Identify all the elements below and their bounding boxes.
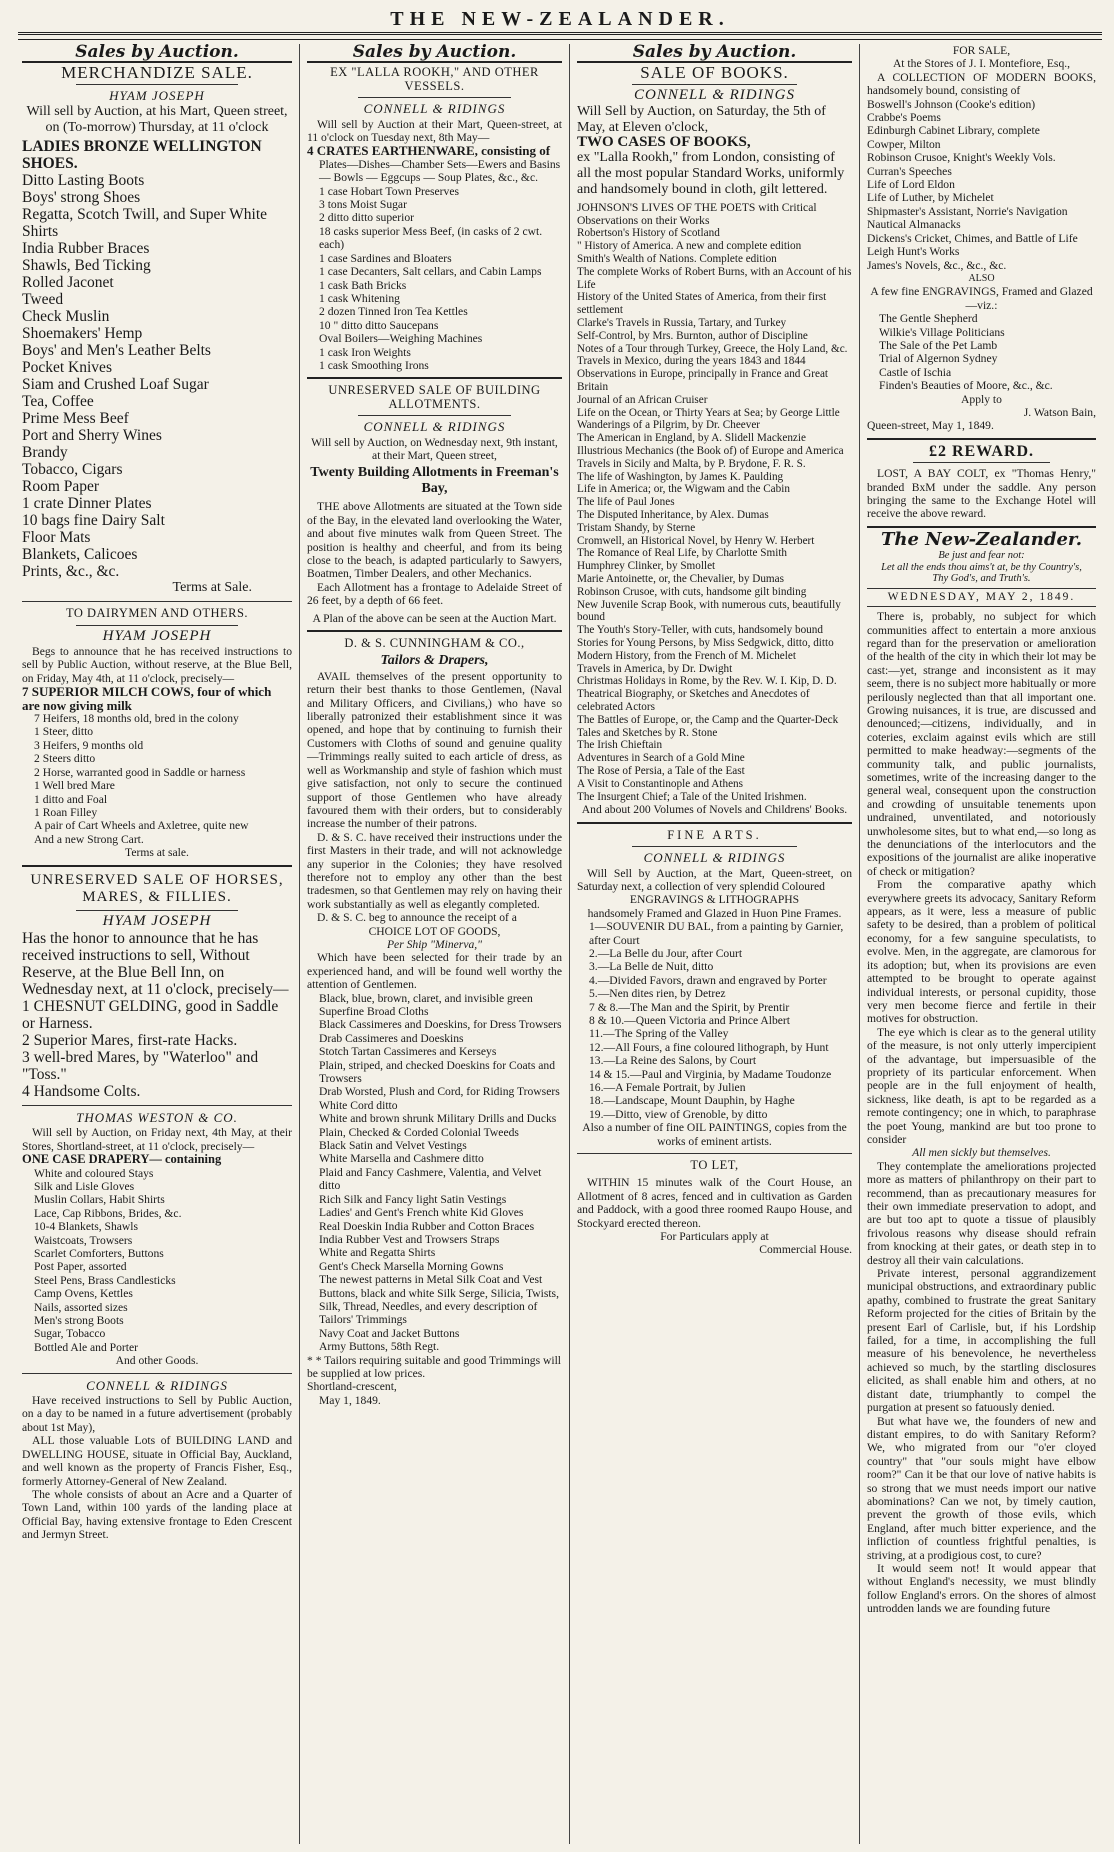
ad-apply: For Particulars apply at xyxy=(660,1230,769,1244)
item-list xyxy=(22,172,292,580)
list-item: Boys' strong Shoes xyxy=(22,189,141,207)
ad-lead-item: 4 CRATES EARTHENWARE, consisting of xyxy=(307,143,551,159)
list-item: Leigh Hunt's Works xyxy=(867,245,960,259)
list-item: The Rose of Persia, a Tale of the East xyxy=(577,764,745,777)
ad-place: Shortland-crescent, xyxy=(307,1380,397,1394)
list-item: The complete Works of Robert Burns, with an Account of his Life xyxy=(577,265,852,291)
auctioneer-name: HYAM JOSEPH xyxy=(109,87,205,103)
list-item: 7 Heifers, 18 months old, bred in the colony xyxy=(34,712,239,726)
masthead-rule xyxy=(18,32,1102,40)
dateline: WEDNESDAY, MAY 2, 1849. xyxy=(867,588,1096,607)
ad-lead-item: 7 SUPERIOR MILCH COWS, four of which are now giving milk xyxy=(22,684,272,713)
divider xyxy=(632,84,797,85)
list-item: Life on the Ocean, or Thirty Years at Sea; by George Little xyxy=(577,406,840,419)
list-item: Scarlet Comforters, Buttons xyxy=(34,1247,164,1260)
list-item: Navy Coat and Jacket Buttons xyxy=(319,1326,460,1340)
ad-closing: Also a number of fine OIL PAINTINGS, copies from the works of eminent artists. xyxy=(582,1121,847,1148)
list-item: Finden's Beauties of Moore, &c., &c. xyxy=(879,379,1053,393)
list-item: 16.—A Female Portrait, by Julien xyxy=(589,1081,746,1095)
auctioneer-name: CONNELL & RIDINGS xyxy=(363,419,506,435)
list-item: 3 well-bred Mares, by "Waterloo" and "Toss." xyxy=(22,1048,259,1083)
list-item: The Sale of the Pet Lamb xyxy=(879,338,998,352)
auctioneer-name: CONNELL & RIDINGS xyxy=(363,101,506,117)
list-item: India Rubber Braces xyxy=(22,240,150,258)
list-item: Rolled Jaconet xyxy=(22,274,114,292)
list-item: Smith's Wealth of Nations. Complete edition xyxy=(577,253,777,266)
list-item: The life of Washington, by James K. Paulding xyxy=(577,470,784,483)
list-item: 1 case Decanters, Salt cellars, and Cabin Lamps xyxy=(319,265,542,279)
list-item: Stories for Young Persons, by Miss Sedgwick, ditto, ditto xyxy=(577,636,834,649)
ad-subtitle: Tailors & Drapers, xyxy=(380,653,489,669)
list-item: Wanderings of a Pilgrim, by Dr. Cheever xyxy=(577,419,761,432)
ad-title: MERCHANDIZE SALE. xyxy=(61,63,253,83)
list-item: 8 & 10.—Queen Victoria and Prince Albert xyxy=(589,1013,790,1027)
list-item: Adventures in Search of a Gold Mine xyxy=(577,752,745,765)
ad-body: ALL those valuable Lots of BUILDING LAND and DWELLING HOUSE, situate in Official Bay, Auckland, and well known as the property of Francis Fisher, Esq., formerly Attorney-General of New Zealand. xyxy=(22,1434,292,1488)
list-item: The Youth's Story-Teller, with cuts, handsomely bound xyxy=(577,624,823,637)
list-item: Observations in Europe, principally in France and Great Britain xyxy=(577,368,829,393)
divider xyxy=(22,865,292,867)
list-item: The Irish Chieftain xyxy=(577,739,663,752)
list-item: 10-4 Blankets, Shawls xyxy=(34,1220,139,1234)
ad-apply: Apply to xyxy=(961,392,1002,406)
divider xyxy=(22,1373,292,1374)
ad-title: FOR SALE, xyxy=(952,44,1011,57)
list-item: 10 bags fine Dairy Salt xyxy=(22,512,165,530)
list-item: The newest patterns in Metal Silk Coat and Vest Buttons, black and white Silk Serge, Silicia, Twists, Silk, Thread, Needles, and every description of Tailors' Trimmings xyxy=(319,1273,559,1327)
list-item: 1 Roan Filley xyxy=(34,805,98,819)
list-item: White Marsella and Cashmere ditto xyxy=(319,1152,484,1166)
list-item: Black Cassimeres and Doeskins, for Dress Trowsers xyxy=(319,1018,562,1032)
list-item: Dickens's Cricket, Chimes, and Battle of Life xyxy=(867,231,1078,245)
list-item: Black Satin and Velvet Vestings xyxy=(319,1139,467,1153)
column-2 xyxy=(300,44,570,1844)
item-list xyxy=(307,992,562,1354)
list-item: Life in America; or, the Wigwam and the Cabin xyxy=(577,483,790,496)
editorial-paragraph: They contemplate the ameliorations projected more as matters of philanthropy on their part to recommend, than as precautionary measures for their own immediate preservation to adopt, and are but too apt to quote a tissue of plausibly frivolous reasons why disease should refrain from knocking at their gates, or death step in to destroy all their vain calculations. xyxy=(867,1159,1096,1267)
list-item: 2 dozen Tinned Iron Tea Kettles xyxy=(319,305,468,319)
list-item: 1 ditto and Foal xyxy=(34,792,108,806)
list-item: 11.—The Spring of the Valley xyxy=(589,1027,729,1041)
list-item: White Cord ditto xyxy=(319,1098,398,1112)
ad-body: The whole consists of about an Acre and a Quarter of Town Land, within 100 yards of the landing place at Official Bay, having extensive frontage to Eden Crescent and Jermyn Street. xyxy=(22,1487,292,1542)
column-header: Sales by Auction. xyxy=(22,46,292,63)
ad-body: LOST, A BAY COLT, ex "Thomas Henry," branded BxM under the saddle. Any person bringing the same to the Exchange Hotel will receive the above reward. xyxy=(867,467,1096,521)
list-item: White and Regatta Shirts xyxy=(319,1246,436,1260)
list-item: Sugar, Tobacco xyxy=(34,1327,106,1341)
ad-ship: Per Ship "Minerva," xyxy=(386,937,483,951)
list-item: 2 Horse, warranted good in Saddle or harness xyxy=(34,765,246,779)
ad-body: AVAIL themselves of the present opportunity to return their best thanks to those Gentlemen, (Naval and Military Officers, and Civilians,) who have so liberally patronized their establishment since it was opened, and hope that by continuing to furnish their Customers with Cloths of sound and genuine quality—Trimmings really suited to each article of dress, as well as Workmanship and style of fashion which must give satisfaction, not only to secure the continued support of those Gentlemen who have already favoured them with their orders, but to considerably increase the number of their patrons. xyxy=(307,669,562,831)
ad-lead-item: A COLLECTION OF MODERN BOOKS, handsomely bound, consisting of xyxy=(867,70,1096,98)
list-item: Drab Worsted, Plush and Cord, for Riding Trowsers xyxy=(319,1085,560,1099)
list-item: 18.—Landscape, Mount Dauphin, by Haghe xyxy=(589,1094,795,1108)
ad-body: D. & S. C. have received their instructions under the first Masters in their trade, and will not acknowledge any superior in the Colonies; they have resolved therefore not to employ any other than the best tradesmen, so that Gentlemen may rely on having their work substantially as well as elegantly completed. xyxy=(307,830,562,911)
ad-closing: And about 200 Volumes of Novels and Childrens' Books. xyxy=(581,803,848,817)
list-item: Plain, Checked & Corded Colonial Tweeds xyxy=(319,1125,519,1139)
ad-title: EX "LALLA ROOKH," AND OTHER VESSELS. xyxy=(330,65,539,93)
list-item: Pocket Knives xyxy=(22,359,112,377)
item-list xyxy=(867,312,1096,392)
ad-title: FINE ARTS. xyxy=(667,827,762,842)
list-item: 4 Handsome Colts. xyxy=(22,1082,141,1100)
ad-subtitle: At the Stores of J. I. Montefiore, Esq., xyxy=(892,57,1071,71)
ad-title: UNRESERVED SALE OF HORSES, MARES, & FILLIES. xyxy=(30,871,284,905)
list-item: 18 casks superior Mess Beef, (in casks of 2 cwt. each) xyxy=(319,224,543,252)
terms: Terms at Sale. xyxy=(172,580,252,596)
divider xyxy=(76,625,238,626)
list-item: Blankets, Calicoes xyxy=(22,546,138,564)
list-item: 1 cask Bath Bricks xyxy=(319,278,407,292)
ad-lead-item: LADIES BRONZE WELLINGTON SHOES. xyxy=(22,138,262,173)
list-item: 1 CHESNUT GELDING, good in Saddle or Harness. xyxy=(22,997,279,1032)
list-item: Regatta, Scotch Twill, and Super White Shirts xyxy=(22,206,268,241)
ad-intro: Will sell by Auction, on Wednesday next, 9th instant, at their Mart, Queen street, xyxy=(311,435,558,462)
list-item: Port and Sherry Wines xyxy=(22,427,162,445)
divider xyxy=(867,526,1096,528)
ad-body: handsomely Framed and Glazed in Huon Pine Frames. xyxy=(587,906,842,920)
divider xyxy=(22,1105,292,1106)
divider xyxy=(577,1153,852,1154)
ad-headline: Twenty Building Allotments in Freeman's Bay, xyxy=(310,465,559,497)
editorial-paragraph: From the comparative apathy which everywhere greets its advocacy, Sanitary Reform appears, as it were, less a measure of public safety to be desired, than a problem of political economy, for a few sanguine speculatists, to evolve. Men, in the aggregate, are clamorous for its adoption; but, when its provisions are even attempted to be brought to operate against individual interests, or personal cupidity, those very men become fierce and fertile in their motives for obstruction. xyxy=(867,878,1096,1026)
list-item: White and coloured Stays xyxy=(34,1166,154,1180)
editorial-paragraph: But what have we, the founders of new and distant empires, to do with Sanitary Reform? We, who migrated from our "o'er cloyed country" that "our souls might have elbow room?" Can it be that our love of native habits is so strong that we must needs import our native abominations? Can we not, by timely caution, prevent the growth of those evils, which England, after much bitter experience, and the infliction of countless frightful penalties, is striving, at a prodigious cost, to cure? xyxy=(867,1414,1096,1562)
list-item: Travels in America, by Dr. Dwight xyxy=(577,662,733,675)
list-item: Prime Mess Beef xyxy=(22,410,129,428)
list-item: Plain, striped, and checked Doeskins for Coats and Trowsers xyxy=(319,1058,556,1086)
item-list xyxy=(577,227,852,803)
list-item: A Visit to Constantinople and Athens xyxy=(577,777,744,790)
list-item: Black, blue, brown, claret, and invisible green Superfine Broad Cloths xyxy=(319,991,533,1018)
ad-intro: Will Sell by Auction, on Saturday, the 5th of May, at Eleven o'clock, xyxy=(577,104,826,136)
list-item: India Rubber Vest and Trowsers Straps xyxy=(319,1232,500,1246)
ad-intro: Will sell by Auction at their Mart, Queen-street, at 11 o'clock on Tuesday next, 8th May— xyxy=(307,117,562,145)
column-header: Sales by Auction. xyxy=(577,46,852,63)
ad-intro: Will sell by Auction, on Friday next, 4th May, at their Stores, Shortland-street, at 11 o'clock, precisely— xyxy=(22,1126,292,1153)
list-item: Siam and Crushed Loaf Sugar xyxy=(22,376,209,394)
ad-date: May 1, 1849. xyxy=(319,1393,381,1407)
ad-note: * * Tailors requiring suitable and good Trimmings will be supplied at low prices. xyxy=(307,1353,562,1380)
ad-name: J. Watson Bain, xyxy=(1023,405,1096,419)
divider xyxy=(76,910,238,911)
list-item: Men's strong Boots xyxy=(34,1314,124,1328)
list-item: Bottled Ale and Porter xyxy=(34,1340,139,1354)
list-item: Rich Silk and Fancy light Satin Vestings xyxy=(319,1192,507,1206)
ad-body: Each Allotment has a frontage to Adelaide Street of 26 feet, by a depth of 66 feet. xyxy=(307,580,562,608)
list-item: Travels in Sicily and Malta, by P. Brydone, F. R. S. xyxy=(577,457,806,470)
list-item: Notes of a Tour through Turkey, Greece, the Holy Land, &c. xyxy=(577,342,848,355)
ad-also: ALSO xyxy=(968,272,995,284)
list-item: 5.—Nen dites rien, by Detrez xyxy=(589,987,726,1001)
list-item: " History of America. A new and complete edition xyxy=(577,240,802,253)
list-item: Curran's Speeches xyxy=(867,164,952,178)
list-item: Tea, Coffee xyxy=(22,393,94,411)
list-item: Robinson Crusoe, Knight's Weekly Vols. xyxy=(867,151,1056,165)
divider xyxy=(358,97,511,98)
ad-first-item: JOHNSON'S LIVES OF THE POETS with Critical Observations on their Works xyxy=(577,200,817,228)
ad-body: ex "Lalla Rookh," from London, consisting of all the most popular Standard Works, uniformly and handsomely bound in cloth, gilt lettered. xyxy=(577,149,845,197)
column-header: Sales by Auction. xyxy=(307,46,562,63)
list-item: The life of Paul Jones xyxy=(577,496,675,509)
ad-note: A Plan of the above can be seen at the Auction Mart. xyxy=(312,611,557,625)
list-item: Life of Luther, by Michelet xyxy=(867,191,994,205)
ad-lead-item: ENGRAVINGS & LITHOGRAPHS xyxy=(629,893,800,907)
list-item: Muslin Collars, Habit Shirts xyxy=(34,1193,165,1207)
list-item: Floor Mats xyxy=(22,529,91,547)
list-item: The American in England, by A. Slidell Mackenzie xyxy=(577,432,806,445)
list-item: Gent's Check Marsella Morning Gowns xyxy=(319,1259,504,1273)
ad-intro: Will Sell by Auction, at the Mart, Queen-street, on Saturday next, a collection of very splendid Coloured xyxy=(577,866,852,893)
list-item: 1 cask Smoothing Irons xyxy=(319,358,429,372)
list-item: Waistcoats, Trowsers xyxy=(34,1233,133,1247)
list-item: Room Paper xyxy=(22,478,100,496)
list-item: Robinson Crusoe, with cuts, handsome gilt binding xyxy=(577,585,807,598)
auctioneer-name: CONNELL & RIDINGS xyxy=(634,86,795,103)
list-item: 1 cask Iron Weights xyxy=(319,345,411,359)
ad-title: D. & S. CUNNINGHAM & CO., xyxy=(344,636,525,651)
divider xyxy=(632,846,797,847)
editorial-paragraph: The eye which is clear as to the general utility of the measure, is not only utterly impercipient of the advantage, but impersuasible of the propriety of its particular enforcement. When people are in the full enjoyment of health, sickness, like death, is apt to be regarded as a remote contingency; one in which, to paraphrase the poet Young, mankind are but too prone to consider xyxy=(867,1025,1096,1146)
ad-body: THE above Allotments are situated at the Town side of the Bay, in the elevated land overlooking the Water, and about five minutes walk from Queen Street. The position is healthy and cheerful, and from its being close to the beach, is adapted particularly to Sawyers, Boatmen, Timber Dealers, and other Mechanics. xyxy=(307,500,562,581)
motto: Let all the ends thou aims't at, be thy Country's, xyxy=(881,561,1082,573)
list-item: Tristam Shandy, by Sterne xyxy=(577,521,696,534)
ad-body: Which have been selected for their trade by an experienced hand, and will be found well worthy the attention of Gentlemen. xyxy=(307,951,562,992)
motto: Thy God's, and Truth's. xyxy=(932,573,1031,585)
list-item: Self-Control, by Mrs. Burnton, author of Discipline xyxy=(577,329,808,342)
columns xyxy=(18,44,1102,1844)
list-item: Life of Lord Eldon xyxy=(867,178,955,192)
divider xyxy=(913,462,1050,463)
list-item: Post Paper, assorted xyxy=(34,1260,127,1274)
list-item: Boswell's Johnson (Cooke's edition) xyxy=(867,97,1036,111)
list-item: The Romance of Real Life, by Charlotte Smith xyxy=(577,547,788,560)
editorial-title: The New-Zealander. xyxy=(880,528,1083,550)
item-list xyxy=(22,712,292,846)
list-item: 1 crate Dinner Plates xyxy=(22,495,152,513)
list-item: Castle of Ischia xyxy=(879,365,952,379)
list-item: Journal of an African Cruiser xyxy=(577,393,708,406)
list-item: Tales and Sketches by R. Stone xyxy=(577,726,718,739)
divider xyxy=(358,415,511,416)
motto: Be just and fear not: xyxy=(938,550,1025,562)
ad-body: WITHIN 15 minutes walk of the Court House, an Allotment of 8 acres, fenced and in cultivation as Garden and Paddock, with a good three roomed Raupo House, and Stockyard erected thereon. xyxy=(577,1176,852,1230)
list-item: 1 case Sardines and Bloaters xyxy=(319,251,452,265)
list-item: The Disputed Inheritance, by Alex. Dumas xyxy=(577,508,769,521)
auctioneer-name: HYAM JOSEPH xyxy=(102,627,212,644)
ad-title: TO LET, xyxy=(690,1158,739,1173)
divider xyxy=(307,377,562,379)
list-item: 12.—All Fours, a fine coloured lithograph, by Hunt xyxy=(589,1040,829,1054)
divider xyxy=(577,822,852,824)
editorial-quote: All men sickly but themselves. xyxy=(912,1146,1051,1160)
list-item: Boys' and Men's Leather Belts xyxy=(22,342,211,360)
ad-lead-item: ONE CASE DRAPERY— containing xyxy=(22,1152,222,1167)
editorial-paragraph: There is, probably, no subject for which communities affect to entertain a more anxious regard than for the preservation or amelioration of the health of the city in which their lot may be cast:—yet, strange and inconsistent as it may seem, there is no subject more habitually or more perilously neglected than that all important one. Growing nuisances, it is true, are discussed and denounced;—citizens, individually, and in coteries, exclaim against evils which are still permitted to make headway:—segments of the community talk, and public journalists, sometimes, write of the increasing danger to the general weal, consequent upon the construction and crowding of unsuitable tenements upon undrained, unventilated, and notoriously unwholesome sites, but to what end,—so long as the denunciations of the interlocutors and the expositions of the journalist are alike inoperative of check or mitigation? xyxy=(867,610,1096,878)
list-item: Tobacco, Cigars xyxy=(22,461,123,479)
list-item: Trial of Algernon Sydney xyxy=(879,352,998,366)
list-item: Edinburgh Cabinet Library, complete xyxy=(867,124,1040,138)
list-item: Army Buttons, 58th Regt. xyxy=(319,1340,440,1354)
list-item: 1 cask Whitening xyxy=(319,291,400,305)
masthead: THE NEW-ZEALANDER. xyxy=(390,8,730,30)
list-item: Crabbe's Poems xyxy=(867,111,941,125)
list-item: Christmas Holidays in Rome, by the Rev. W. I. Kip, D. D. xyxy=(577,675,837,688)
list-item: And a new Strong Cart. xyxy=(34,832,144,846)
list-item: Prints, &c., &c. xyxy=(22,563,120,581)
divider xyxy=(307,630,562,632)
ad-intro: Will sell by Auction, at his Mart, Queen street, on (To-morrow) Thursday, at 11 o'clock xyxy=(26,104,288,136)
ad-headline: CHOICE LOT OF GOODS, xyxy=(368,924,501,938)
list-item: Nautical Almanacks xyxy=(867,218,961,232)
list-item: James's Novels, &c., &c., &c. xyxy=(867,258,1007,272)
column-3 xyxy=(570,44,860,1844)
ad-date: Queen-street, May 1, 1849. xyxy=(867,419,994,433)
ad-title: TO DAIRYMEN AND OTHERS. xyxy=(65,606,249,621)
column-1 xyxy=(18,44,300,1844)
list-item: Shoemakers' Hemp xyxy=(22,325,143,343)
list-item: The Insurgent Chief; a Tale of the United Irishmen. xyxy=(577,790,807,803)
list-item: 4.—Divided Favors, drawn and engraved by Porter xyxy=(589,973,827,987)
list-item: Stotch Tartan Cassimeres and Kerseys xyxy=(319,1045,497,1059)
list-item: 3.—La Belle de Nuit, ditto xyxy=(589,960,714,974)
list-item: 13.—La Reine des Salons, by Court xyxy=(589,1054,757,1068)
list-item: Oval Boilers—Weighing Machines xyxy=(319,332,483,346)
column-4 xyxy=(860,44,1100,1844)
list-item: 2.—La Belle du Jour, after Court xyxy=(589,946,743,960)
list-item: 1—SOUVENIR DU BAL, from a painting by Garnier, after Court xyxy=(589,920,844,947)
list-item: Check Muslin xyxy=(22,308,110,326)
editorial-paragraph: It would seem not! It would appear that without England's necessity, we must blindly follow England's errors. On the shores of almost untrodden lands we are founding future xyxy=(867,1561,1096,1616)
auctioneer-name: CONNELL & RIDINGS xyxy=(643,850,786,866)
list-item: 10 " ditto ditto Saucepans xyxy=(319,318,439,332)
list-item: New Juvenile Scrap Book, with numerous cuts, beautifully bound xyxy=(577,598,841,624)
list-item: 1 Well bred Mare xyxy=(34,779,115,793)
list-item: The Gentle Shepherd xyxy=(879,312,978,326)
divider xyxy=(76,84,238,85)
item-list xyxy=(22,998,292,1100)
ad-body: D. & S. C. beg to announce the receipt of a xyxy=(317,911,517,925)
list-item: Plaid and Fancy Cashmere, Valentia, and Velvet ditto xyxy=(319,1165,542,1193)
ad-intro: Has the honor to announce that he has received instructions to sell, Without Reserve, at the Blue Bell Inn, on Wednesday next, at 11 o'clock, precisely— xyxy=(22,929,289,998)
list-item: Silk and Lisle Gloves xyxy=(34,1179,135,1193)
list-item: Wilkie's Village Politicians xyxy=(879,325,1005,339)
item-list xyxy=(22,1167,292,1355)
list-item: A pair of Cart Wheels and Axletree, quite new xyxy=(34,819,249,833)
list-item: 3 Heifers, 9 months old xyxy=(34,738,144,752)
list-item: Shawls, Bed Ticking xyxy=(22,257,151,275)
list-item: 19.—Ditto, view of Grenoble, by ditto xyxy=(589,1107,768,1121)
list-item: Drab Cassimeres and Doeskins xyxy=(319,1031,464,1045)
auctioneer-name: CONNELL & RIDINGS xyxy=(86,1377,228,1393)
auctioneer-name: THOMAS WESTON & CO. xyxy=(76,1109,238,1125)
terms: Terms at sale. xyxy=(125,846,189,860)
list-item: Clarke's Travels in Russia, Tartary, and Turkey xyxy=(577,317,787,330)
list-item: 2 Steers ditto xyxy=(34,752,96,766)
list-item: Ladies' and Gent's French white Kid Gloves xyxy=(319,1206,524,1220)
list-item: Cowper, Milton xyxy=(867,137,941,151)
item-list xyxy=(867,98,1096,272)
list-item: Ditto Lasting Boots xyxy=(22,172,145,190)
list-item: Tweed xyxy=(22,291,64,309)
list-item: 14 & 15.—Paul and Virginia, by Madame Toudonze xyxy=(589,1067,832,1081)
divider xyxy=(867,438,1096,440)
list-item: Marie Antoinette, or, the Chevalier, by Dumas xyxy=(577,572,784,585)
list-item: Nails, assorted sizes xyxy=(34,1300,128,1314)
ad-closing: And other Goods. xyxy=(115,1354,199,1368)
ad-description: Plates—Dishes—Chamber Sets—Ewers and Basins — Bowls — Eggcups — Soup Plates, &c., &c. xyxy=(319,157,561,185)
list-item: Shipmaster's Assistant, Norrie's Navigation xyxy=(867,204,1068,218)
list-item: 2 ditto ditto superior xyxy=(319,211,414,225)
list-item: Camp Ovens, Kettles xyxy=(34,1287,133,1301)
ad-title: SALE OF BOOKS. xyxy=(640,63,789,83)
auctioneer-name: HYAM JOSEPH xyxy=(102,912,212,929)
list-item: Theatrical Biography, or Sketches and Anecdotes of celebrated Actors xyxy=(577,688,810,713)
ad-body: A few fine ENGRAVINGS, Framed and Glazed—viz.: xyxy=(870,285,1093,312)
list-item: Steel Pens, Brass Candlesticks xyxy=(34,1273,176,1287)
ad-intro: Have received instructions to Sell by Public Auction, on a day to be named in a future advertisement (probably about 1st May), xyxy=(22,1394,292,1434)
list-item: 2 Superior Mares, first-rate Hacks. xyxy=(22,1031,238,1049)
list-item: Humphrey Clinker, by Smollet xyxy=(577,560,716,573)
list-item: Brandy xyxy=(22,444,68,462)
list-item: 3 tons Moist Sugar xyxy=(319,198,407,212)
ad-title: UNRESERVED SALE OF BUILDING ALLOTMENTS. xyxy=(328,383,541,411)
ad-place: Commercial House. xyxy=(759,1243,852,1257)
ad-intro: Begs to announce that he has received instructions to sell by Public Auction, without reserve, at the Blue Bell, on Friday, May 4th, at 11 o'clock, precisely— xyxy=(22,645,292,685)
list-item: 1 Steer, ditto xyxy=(34,725,94,739)
list-item: Real Doeskin India Rubber and Cotton Braces xyxy=(319,1219,535,1233)
list-item: The Battles of Europe, or, the Camp and the Quarter-Deck xyxy=(577,713,839,726)
list-item: History of the United States of America, from their first settlement xyxy=(577,291,827,317)
list-item: Robertson's History of Scotland xyxy=(577,227,720,240)
list-item: 7 & 8.—The Man and the Spirit, by Prentir xyxy=(589,1000,790,1014)
list-item: Modern History, from the French of M. Michelet xyxy=(577,649,796,662)
list-item: Lace, Cap Ribbons, Brides, &c. xyxy=(34,1206,182,1220)
list-item: 1 case Hobart Town Preserves xyxy=(319,184,459,198)
list-item: Travels in Mexico, during the years 1843 and 1844 xyxy=(577,355,806,368)
list-item: White and brown shrunk Military Drills and Ducks xyxy=(319,1112,557,1126)
divider xyxy=(22,601,292,602)
item-list xyxy=(577,920,852,1121)
ad-title: £2 REWARD. xyxy=(928,442,1035,460)
list-item: Cromwell, an Historical Novel, by Henry W. Herbert xyxy=(577,534,815,547)
list-item: Illustrious Mechanics (the Book of) of Europe and America xyxy=(577,444,844,457)
editorial-paragraph: Private interest, personal aggrandizement municipal obstructions, and extraordinary public apathy, combined to frustrate the great Sanitary Reform projected for the cities of Britain by the present Earl of Carlisle, but, if his Lordship failed, for a time, in accomplishing the full measure of his benevolence, he nevertheless achieved so much, by the startling disclosures elicited, as shall enable him and others, at no distant date, triumphantly to compel the purgation at present so fatuously denied. xyxy=(867,1267,1096,1415)
ad-lead-item: TWO CASES OF BOOKS, xyxy=(577,134,751,151)
item-list xyxy=(307,185,562,373)
